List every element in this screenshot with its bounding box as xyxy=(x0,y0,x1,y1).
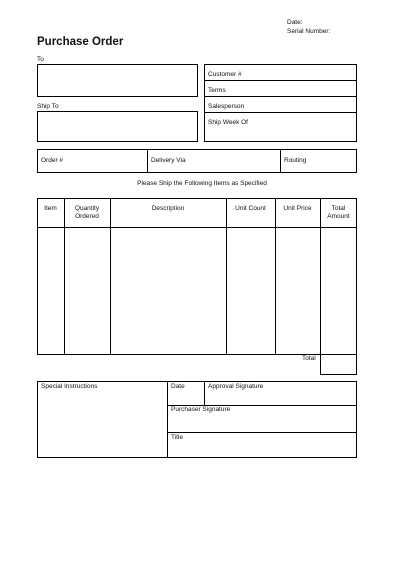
ship-week-label: Ship Week Of xyxy=(208,119,248,126)
total-amount-field[interactable] xyxy=(320,354,357,375)
divider xyxy=(204,96,357,97)
ship-to-address-field[interactable] xyxy=(37,111,198,142)
to-label: To xyxy=(37,56,44,63)
to-address-field[interactable] xyxy=(37,64,198,97)
column-divider xyxy=(320,198,321,355)
table-header-divider xyxy=(37,227,357,228)
special-instructions-label: Special Instructions xyxy=(41,383,98,390)
signature-date-label: Date xyxy=(171,383,185,390)
divider xyxy=(280,149,281,173)
column-header-unit-price: Unit Price xyxy=(283,205,312,212)
order-row xyxy=(37,149,357,173)
total-label: Total xyxy=(302,355,316,362)
divider xyxy=(167,432,357,433)
column-divider xyxy=(64,198,65,355)
special-instructions-box[interactable] xyxy=(37,381,168,458)
delivery-via-label: Delivery Via xyxy=(151,157,186,164)
column-header-unit-count: Unit Count xyxy=(235,205,266,212)
column-header-quantity: Quantity Ordered xyxy=(74,205,100,220)
column-header-description: Description xyxy=(151,205,185,212)
column-header-total-amount: Total Amount xyxy=(327,205,350,220)
title-label: Title xyxy=(171,434,184,441)
serial-number-label: Serial Number: xyxy=(287,28,331,35)
divider xyxy=(147,149,148,173)
date-label: Date: xyxy=(287,19,303,26)
salesperson-label: Salesperson xyxy=(208,103,245,110)
column-divider xyxy=(110,198,111,355)
ship-to-label: Ship To xyxy=(37,103,59,110)
routing-label: Routing xyxy=(284,157,307,164)
column-divider xyxy=(226,198,227,355)
column-header-item: Item xyxy=(44,205,57,212)
column-divider xyxy=(275,198,276,355)
divider xyxy=(204,381,205,405)
terms-label: Terms xyxy=(208,87,226,94)
signature-box xyxy=(167,381,357,458)
order-number-label: Order # xyxy=(41,157,64,164)
purchaser-signature-label: Purchaser Signature xyxy=(171,406,231,413)
divider xyxy=(204,80,357,81)
customer-number-label: Customer # xyxy=(208,71,242,78)
instruction-text: Please Ship the Following Items as Specified xyxy=(137,180,267,187)
divider xyxy=(204,112,357,113)
items-table xyxy=(37,198,357,355)
approval-signature-label: Approval Signature xyxy=(208,383,264,390)
page-title: Purchase Order xyxy=(37,36,124,48)
